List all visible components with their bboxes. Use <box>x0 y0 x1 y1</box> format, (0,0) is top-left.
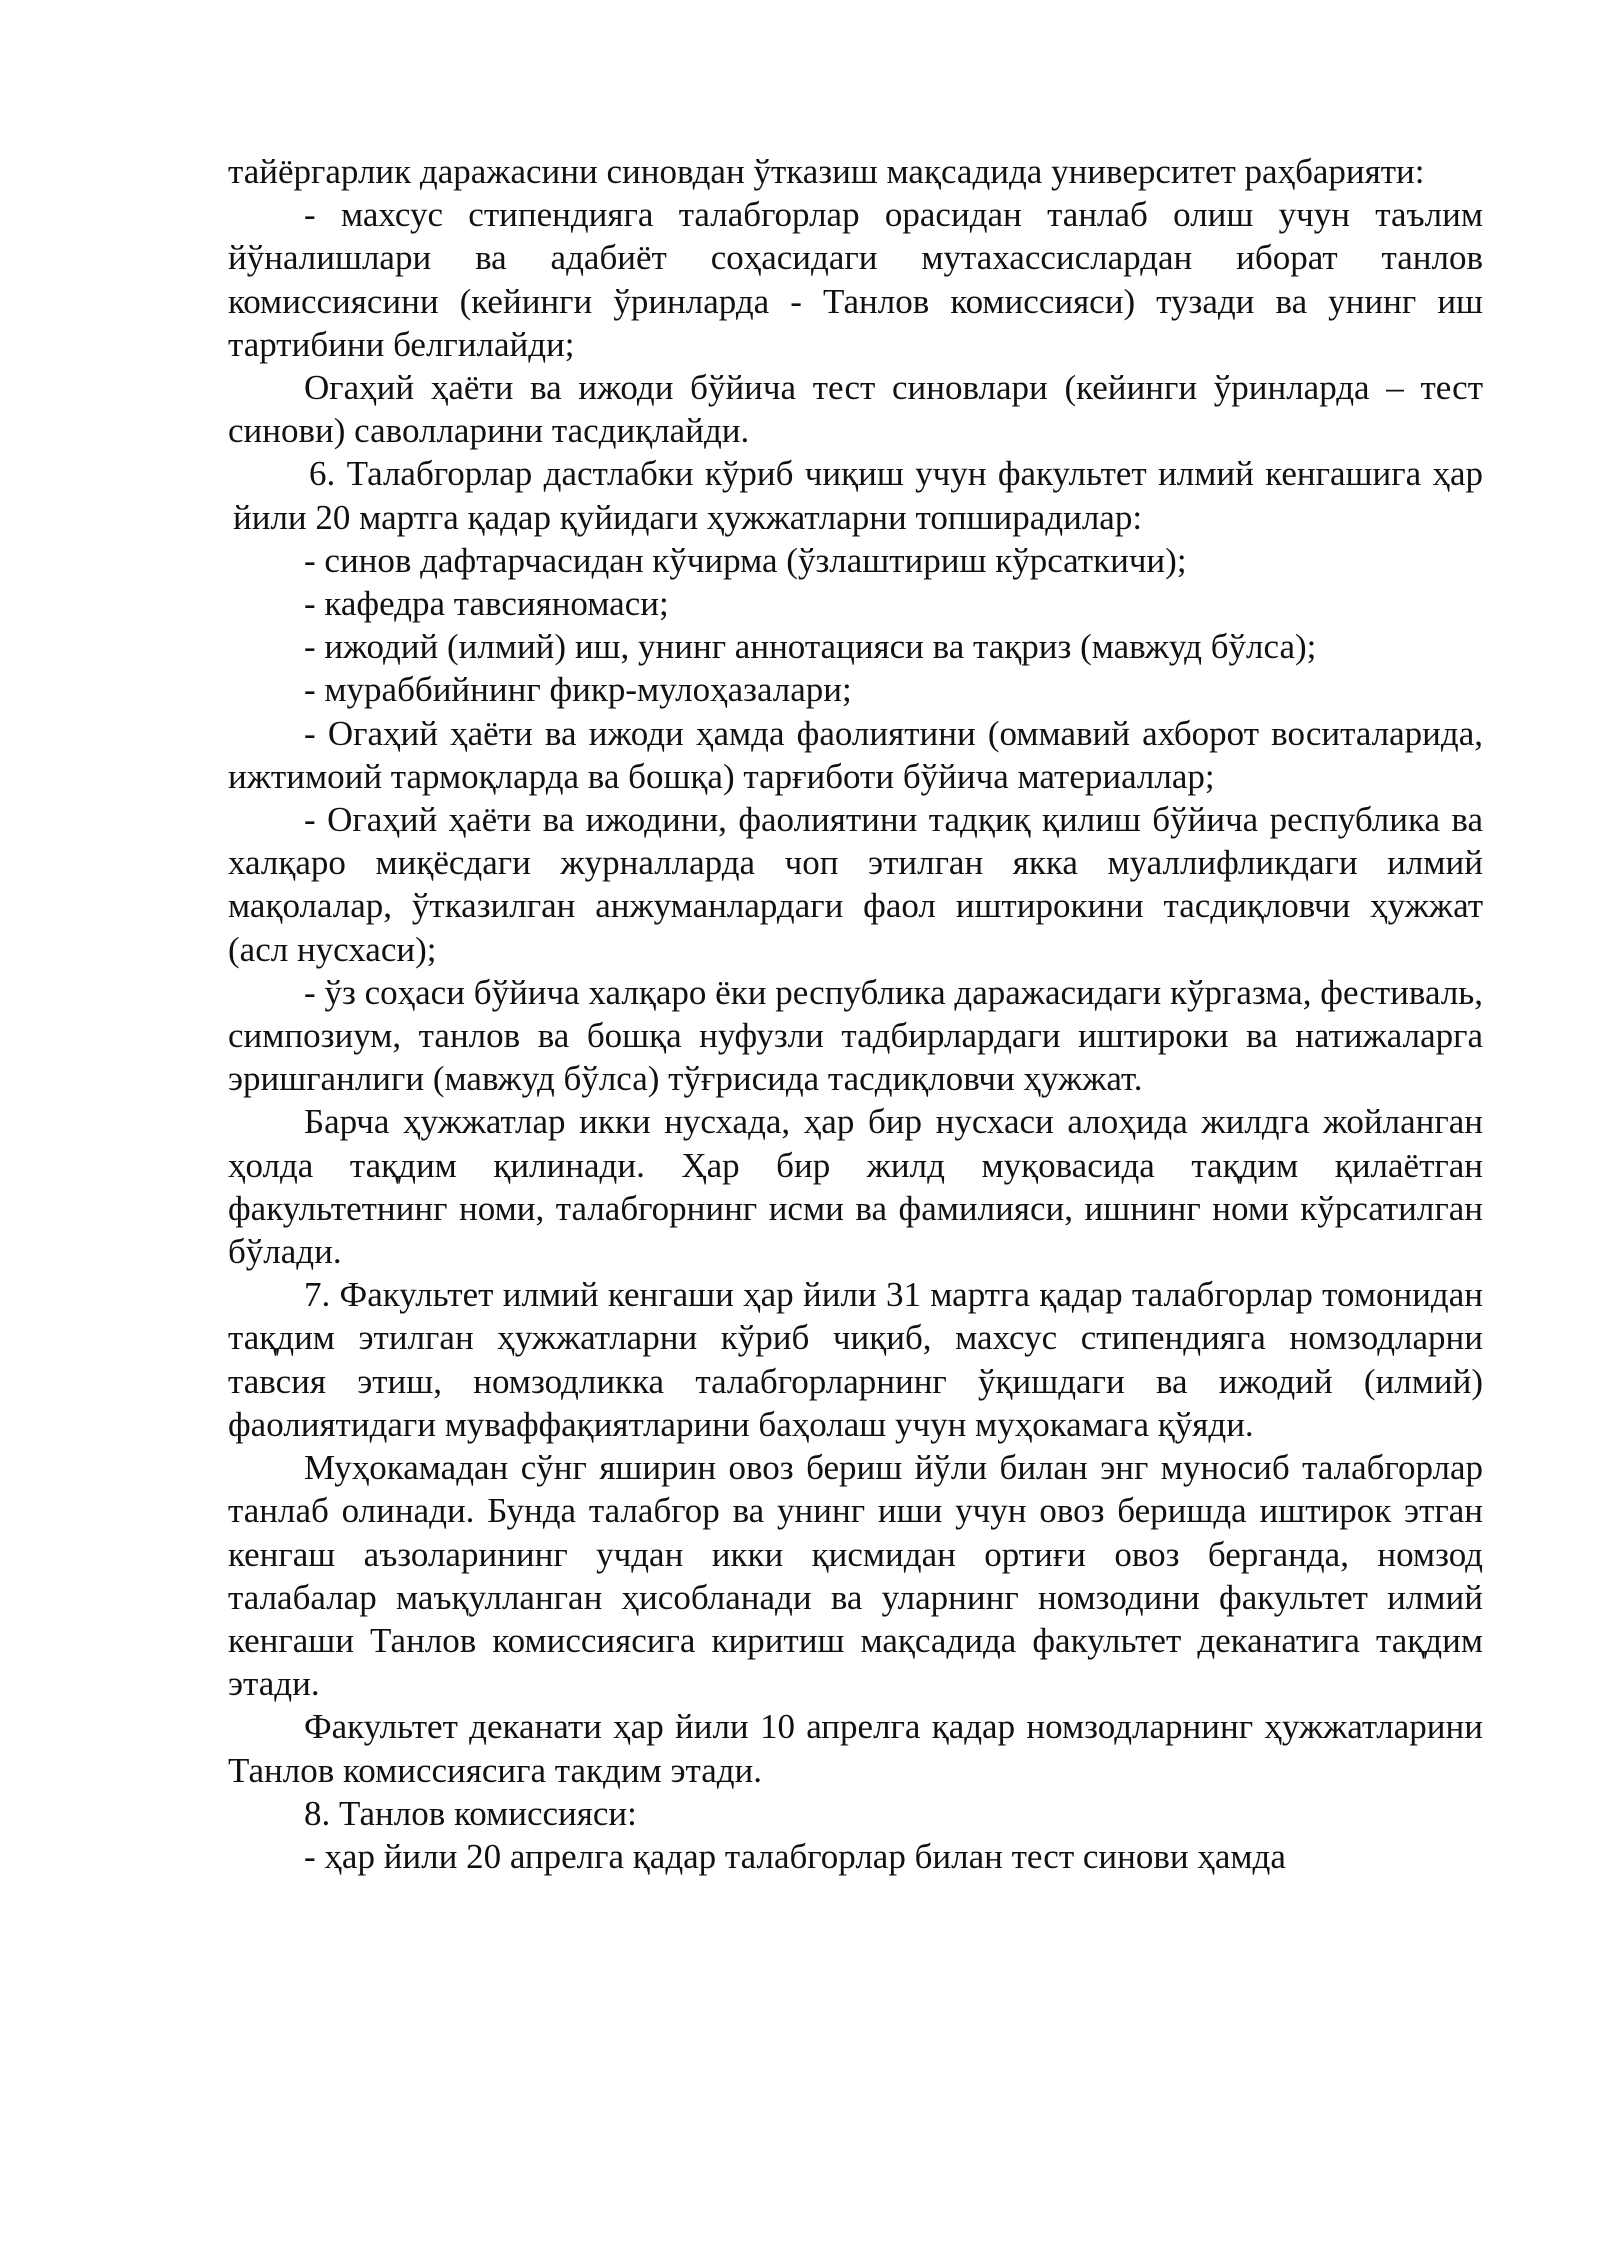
paragraph: Барча ҳужжатлар икки нусхада, ҳар бир нусхаси алоҳида жилдга жойланган ҳолда тақдим қилинади. Ҳар бир жилд муқовасида тақдим қилаётган факультетнинг номи, талабгорнинг исми ва фамилияси, ишнинг номи кўрсатилган бўлади. <box>228 1102 1483 1272</box>
paragraph: 6. Талабгорлар дастлабки кўриб чиқиш учун факультет илмий кенгашига ҳар йили 20 мартга қадар қуйидаги ҳужжатларни топширадилар: <box>233 454 1483 537</box>
paragraph: Факультет деканати ҳар йили 10 апрелга қадар номзодларнинг ҳужжатларини Танлов комиссиясига такдим этади. <box>228 1707 1483 1790</box>
list-item: - Огаҳий ҳаёти ва ижоди ҳамда фаолиятини (оммавий ахборот воситаларида, ижтимоий тармоқларда ва бошқа) тарғиботи бўйича материаллар; <box>228 713 1483 796</box>
paragraph: - махсус стипендияга талабгорлар орасидан танлаб олиш учун таълим йўналишлари ва адабиёт соҳасидаги мутахассислардан иборат танлов комиссиясини (кейинги ўринларда - Танлов комиссияси) тузади ва унинг иш тартибини белгилайди; <box>228 195 1483 364</box>
list-item: - Огаҳий ҳаёти ва ижодини, фаолиятини тадқиқ қилиш бўйича республика ва халқаро миқёсдаги журналларда чоп этилган якка муаллифликдаги илмий мақолалар, ўтказилган анжуманлардаги фаол иштирокини тасдиқловчи ҳужжат (асл нусхаси); <box>228 800 1483 969</box>
list-item: - ўз соҳаси бўйича халқаро ёки республика даражасидаги кўргазма, фестиваль, симпозиум, танлов ва бошқа нуфузли тадбирлардаги иштироки ва натижаларга эришганлиги (мавжуд бўлса) тўғрисида тасдиқловчи ҳужжат. <box>228 972 1483 1099</box>
paragraph: 7. Факультет илмий кенгаши ҳар йили 31 мартга қадар талабгорлар томонидан тақдим этилган ҳужжатларни кўриб чиқиб, махсус стипендияга номзодларни тавсия этиш, номзодликка талабгорларнинг ўқишдаги ва ижодий (илмий) фаолиятидаги муваффақиятларини баҳолаш учун муҳокамага қўяди. <box>228 1275 1483 1444</box>
list-item: - ижодий (илмий) иш, унинг аннотацияси ва тақриз (мавжуд бўлса); <box>304 627 1317 667</box>
list-item: - ҳар йили 20 апрелга қадар талабгорлар билан тест синови ҳамда <box>304 1836 1286 1876</box>
paragraph: Огаҳий ҳаёти ва ижоди бўйича тест синовлари (кейинги ўринларда – тест синови) саволларини тасдиқлайди. <box>228 368 1483 451</box>
list-item: - синов дафтарчасидан кўчирма (ўзлаштириш кўрсаткичи); <box>304 540 1187 580</box>
list-item: - кафедра тавсияномаси; <box>304 584 669 624</box>
paragraph: 8. Танлов комиссияси: <box>304 1793 637 1833</box>
paragraph: тайёргарлик даражасини синовдан ўтказиш мақсадида университет раҳбарияти: <box>228 152 1425 191</box>
list-item: - мураббийнинг фикр-мулоҳазалари; <box>304 670 852 710</box>
paragraph: Муҳокамадан сўнг яширин овоз бериш йўли билан энг муносиб талабгорлар танлаб олинади. Бунда талабгор ва унинг иши учун овоз беришда иштирок этган кенгаш аъзоларининг учдан икки қисмидан ортиғи овоз берганда, номзод талабалар маъқулланган ҳисобланади ва уларнинг номзодини факультет илмий кенгаши Танлов комиссиясига киритиш мақсадида факультет деканатига тақдим этади. <box>228 1448 1483 1704</box>
